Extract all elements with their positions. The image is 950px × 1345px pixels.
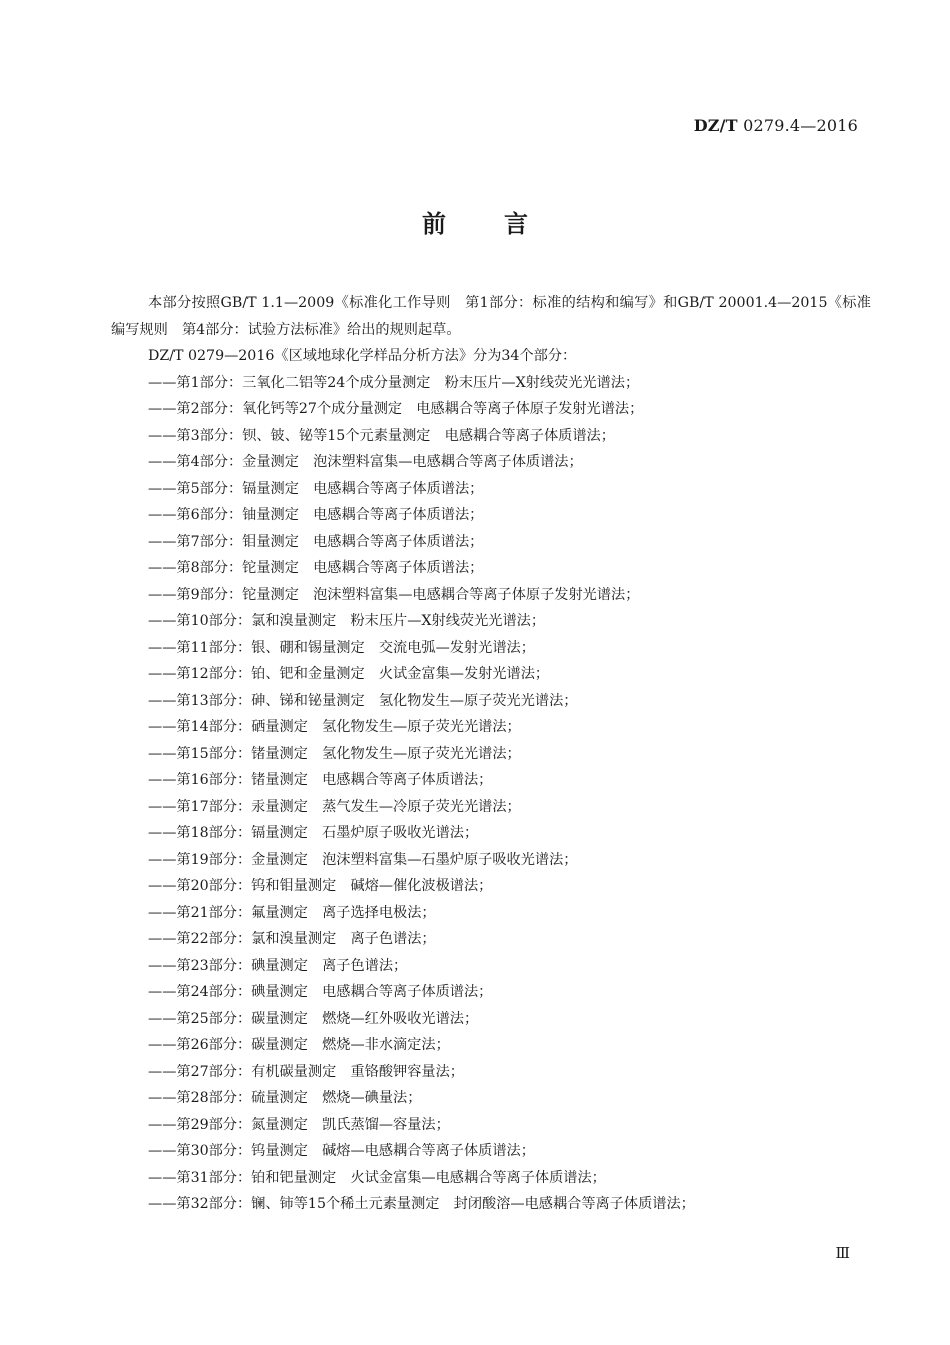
list-item: ——第1部分：三氧化二铝等24个成分量测定 粉末压片—X射线荧光光谱法； <box>148 374 640 391</box>
list-item: ——第19部分：金量测定 泡沫塑料富集—石墨炉原子吸收光谱法； <box>148 851 578 868</box>
series-paragraph: DZ/T 0279—2016《区域地球化学样品分析方法》分为34个部分： <box>148 348 577 364</box>
list-item: ——第28部分：硫量测定 燃烧—碘量法； <box>148 1090 422 1106</box>
list-item: ——第24部分：碘量测定 电感耦合等离子体质谱法； <box>148 984 493 1000</box>
list-item: ——第6部分：铀量测定 电感耦合等离子体质谱法； <box>148 507 484 523</box>
page-number: Ⅲ <box>835 1244 849 1262</box>
list-item: ——第16部分：锗量测定 电感耦合等离子体质谱法； <box>148 772 493 788</box>
list-item: ——第20部分：钨和钼量测定 碱熔—催化波极谱法； <box>148 878 493 894</box>
list-item: ——第17部分：汞量测定 蒸气发生—冷原子荧光光谱法； <box>148 798 521 815</box>
list-item: ——第23部分：碘量测定 离子色谱法； <box>148 957 408 974</box>
list-item: ——第25部分：碳量测定 燃烧—红外吸收光谱法； <box>148 1010 479 1027</box>
list-item: ——第22部分：氯和溴量测定 离子色谱法； <box>148 931 436 947</box>
parts-list <box>111 370 871 1218</box>
list-item: ——第27部分：有机碳量测定 重铬酸钾容量法； <box>148 1063 464 1080</box>
document-code <box>694 116 858 135</box>
list-item: ——第29部分：氮量测定 凯氏蒸馏—容量法； <box>148 1116 450 1133</box>
list-item: ——第15部分：锗量测定 氢化物发生—原子荧光光谱法； <box>148 745 521 762</box>
list-item: ——第8部分：铊量测定 电感耦合等离子体质谱法； <box>148 560 484 576</box>
list-item: ——第9部分：铊量测定 泡沫塑料富集—电感耦合等离子体原子发射光谱法； <box>148 586 640 603</box>
document-code-prefix: DZ/T <box>693 116 738 135</box>
list-item: ——第2部分：氧化钙等27个成分量测定 电感耦合等离子体原子发射光谱法； <box>148 401 644 417</box>
list-item: ——第32部分：镧、铈等15个稀土元素量测定 封闭酸溶—电感耦合等离子体质谱法； <box>148 1196 695 1212</box>
list-item: ——第3部分：钡、铍、铋等15个元素量测定 电感耦合等离子体质谱法； <box>148 427 615 444</box>
foreword-body <box>111 290 871 1218</box>
list-item: ——第7部分：钼量测定 电感耦合等离子体质谱法； <box>148 533 484 550</box>
list-item: ——第5部分：镉量测定 电感耦合等离子体质谱法； <box>148 480 484 497</box>
list-item: ——第13部分：砷、锑和铋量测定 氢化物发生—原子荧光光谱法； <box>148 692 578 709</box>
list-item: ——第10部分：氯和溴量测定 粉末压片—X射线荧光光谱法； <box>148 613 546 629</box>
list-item: ——第11部分：银、硼和锡量测定 交流电弧—发射光谱法； <box>148 639 535 656</box>
list-item: ——第4部分：金量测定 泡沫塑料富集—电感耦合等离子体质谱法； <box>148 454 583 470</box>
intro-paragraph: 本部分按照GB/T 1.1—2009《标准化工作导则 第1部分：标准的结构和编写》和GB/T 20001.4—2015《标准编写规则 第4部分：试验方法标准》给出的规则起草。 <box>111 295 871 338</box>
document-code-number: 0279.4—2016 <box>743 116 858 135</box>
list-item: ——第26部分：碳量测定 燃烧—非水滴定法； <box>148 1037 450 1053</box>
list-item: ——第31部分：铂和钯量测定 火试金富集—电感耦合等离子体质谱法； <box>148 1169 606 1186</box>
list-item: ——第18部分：镉量测定 石墨炉原子吸收光谱法； <box>148 825 479 841</box>
list-item: ——第12部分：铂、钯和金量测定 火试金富集—发射光谱法； <box>148 666 550 682</box>
list-item: ——第30部分：钨量测定 碱熔—电感耦合等离子体质谱法； <box>148 1143 535 1159</box>
page-title: 前言 <box>422 210 586 238</box>
list-item: ——第21部分：氟量测定 离子选择电极法； <box>148 904 436 921</box>
list-item: ——第14部分：硒量测定 氢化物发生—原子荧光光谱法； <box>148 719 521 735</box>
